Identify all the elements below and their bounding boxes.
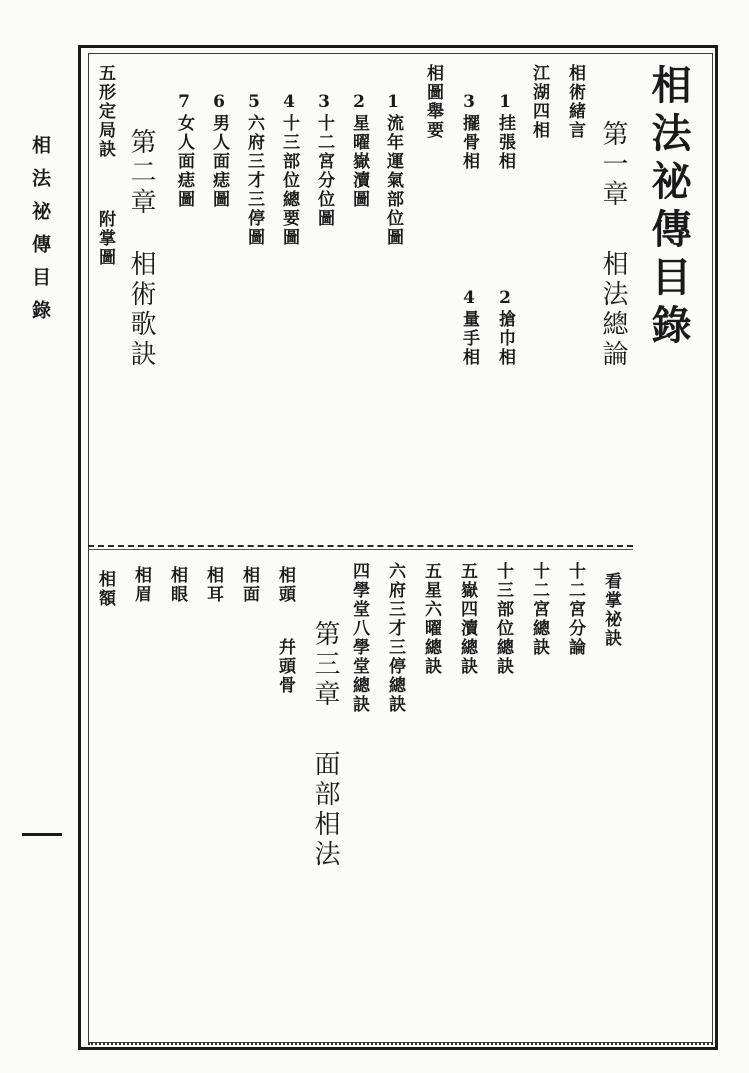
book-title: 相法祕傳目錄 xyxy=(645,64,692,352)
toc-entry: 3擺骨相 xyxy=(459,92,479,171)
chapter1-label: 第一章 xyxy=(598,120,628,210)
bottom-rule xyxy=(88,1043,713,1045)
toc-entry: 十二宮總訣 xyxy=(529,562,549,657)
toc-entry: 2搶巾相 xyxy=(495,288,515,367)
toc-entry: 5六府三才三停圖 xyxy=(244,92,264,247)
chapter1-name: 相法總論 xyxy=(598,250,628,370)
toc-entry: 1挂張相 xyxy=(495,92,515,171)
toc-entry: 4量手相 xyxy=(459,288,479,367)
toc-entry: 相耳 xyxy=(203,566,223,604)
chapter2-label: 第二章 xyxy=(126,128,156,218)
toc-entry: 五形定局訣 xyxy=(95,64,115,159)
toc-entry-note: 附掌圖 xyxy=(95,210,115,267)
toc-entry: 五星六曜總訣 xyxy=(421,562,441,676)
toc-entry-note: 幷頭骨 xyxy=(275,638,295,695)
toc-entry: 看掌祕訣 xyxy=(601,572,621,648)
toc-entry: 十三部位總訣 xyxy=(493,562,513,676)
toc-entry: 相圖舉要 xyxy=(423,64,443,140)
toc-entry: 六府三才三停總訣 xyxy=(385,562,405,714)
toc-entry: 四學堂八學堂總訣 xyxy=(349,562,369,714)
toc-entry: 3十二宮分位圖 xyxy=(314,92,334,228)
toc-entry: 相眉 xyxy=(131,566,151,604)
toc-entry: 相術緒言 xyxy=(565,64,585,140)
page-number-mark xyxy=(22,833,62,836)
toc-entry: 相面 xyxy=(239,566,259,604)
toc-entry: 1流年運氣部位圖 xyxy=(383,92,403,247)
chapter3-name: 面部相法 xyxy=(310,750,340,870)
toc-entry: 五嶽四瀆總訣 xyxy=(457,562,477,676)
section-divider xyxy=(88,545,633,547)
toc-entry: 6男人面痣圖 xyxy=(209,92,229,209)
chapter2-name: 相術歌訣 xyxy=(126,250,156,370)
toc-entry: 相頭 xyxy=(275,566,295,604)
running-head: 相法祕傳目錄 xyxy=(29,135,51,333)
toc-entry: 7女人面痣圖 xyxy=(174,92,194,209)
toc-entry: 4十三部位總要圖 xyxy=(279,92,299,247)
chapter3-label: 第三章 xyxy=(310,620,340,710)
toc-entry: 相額 xyxy=(95,570,115,608)
section-divider-line xyxy=(88,549,633,550)
toc-entry: 十二宮分論 xyxy=(565,562,585,657)
toc-entry: 江湖四相 xyxy=(529,64,549,140)
toc-entry: 2星曜嶽瀆圖 xyxy=(349,92,369,209)
toc-entry: 相眼 xyxy=(167,566,187,604)
